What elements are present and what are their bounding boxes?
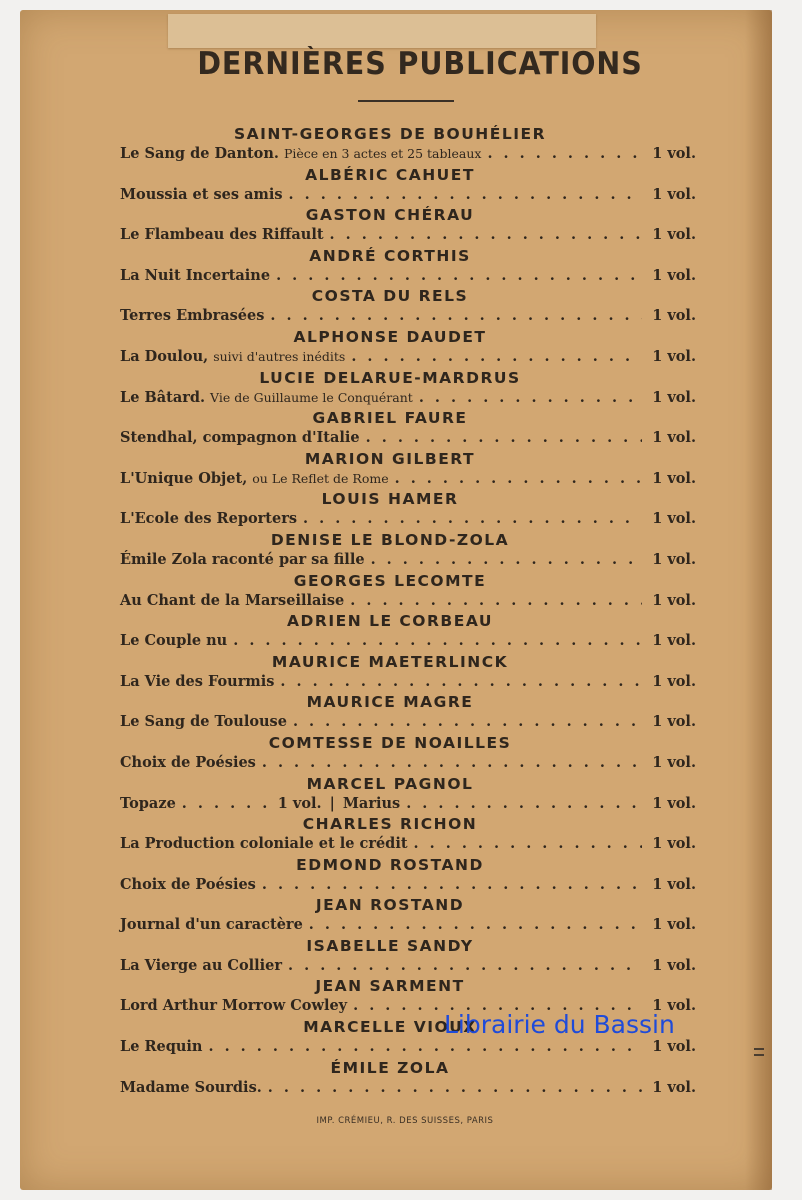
dot-leader xyxy=(419,388,642,408)
title-line xyxy=(120,712,700,732)
torn-paper-flap xyxy=(168,14,596,48)
work-title: Émile Zola raconté par sa fille xyxy=(120,550,365,568)
publication-entry xyxy=(120,611,700,652)
dot-leader xyxy=(288,956,642,976)
title-line xyxy=(120,469,700,489)
publication-entry xyxy=(120,327,700,368)
author-name: COSTA DU RELS xyxy=(311,287,469,306)
dot-leader xyxy=(293,712,642,732)
volume-count: 1 vol. xyxy=(652,997,696,1015)
author-name: LUCIE DELARUE-MARDRUS xyxy=(259,368,521,387)
publication-entry xyxy=(120,571,700,612)
work-title: Topaze xyxy=(120,794,176,812)
dot-leader xyxy=(233,631,642,651)
work-subtitle: Vie de Guillaume le Conquérant xyxy=(210,389,413,405)
dot-leader xyxy=(395,469,642,489)
volume-count: 1 vol. xyxy=(652,1038,696,1056)
author-name: MARCELLE VIOUX xyxy=(303,1018,477,1037)
volume-count: 1 vol. xyxy=(652,469,696,487)
volume-count: 1 vol. xyxy=(652,266,696,284)
dot-leader xyxy=(208,1037,642,1057)
work-title: Madame Sourdis. xyxy=(120,1078,262,1096)
work-title: Choix de Poésies xyxy=(120,753,256,771)
publication-entry xyxy=(120,855,700,896)
volume-count: 1 vol. xyxy=(652,875,696,893)
volume-count: 1 vol. xyxy=(652,753,696,771)
title-line xyxy=(120,794,700,814)
publication-list xyxy=(120,124,700,1098)
publication-entry xyxy=(120,652,700,693)
work-title: Au Chant de la Marseillaise xyxy=(120,591,345,609)
publication-entry xyxy=(120,205,700,246)
publication-entry xyxy=(120,733,700,774)
separator: | xyxy=(329,794,335,812)
author-name: LOUIS HAMER xyxy=(321,490,459,509)
work-title: Le Bâtard. xyxy=(120,388,206,406)
dot-leader xyxy=(270,306,642,326)
dot-leader xyxy=(182,794,272,814)
work-title: Le Sang de Danton. xyxy=(120,145,279,162)
publication-entry xyxy=(120,814,700,855)
dot-leader xyxy=(414,834,642,854)
title-line xyxy=(120,347,700,367)
dot-leader xyxy=(280,672,642,692)
publication-entry xyxy=(120,1058,700,1099)
dot-leader xyxy=(262,753,642,773)
publication-entry xyxy=(120,408,700,449)
page-title: DERNIÈRES PUBLICATIONS xyxy=(197,46,643,82)
volume-count: 1 vol. xyxy=(652,794,696,812)
author-name: ADRIEN LE CORBEAU xyxy=(287,612,493,631)
author-name: COMTESSE DE NOAILLES xyxy=(268,733,512,752)
author-name: MAURICE MAETERLINCK xyxy=(271,652,509,671)
volume-count: 1 vol. xyxy=(652,510,696,528)
work-title: Le Flambeau des Riffault xyxy=(120,226,324,244)
work-title: Choix de Poésies xyxy=(120,875,256,893)
author-name: DENISE LE BLOND-ZOLA xyxy=(270,530,510,549)
title-line xyxy=(120,915,700,935)
volume-count: 1 vol. xyxy=(652,835,696,853)
dot-leader xyxy=(330,225,642,245)
dot-leader xyxy=(276,266,642,286)
work-title: L'Ecole des Reporters xyxy=(120,510,297,528)
volume-count: 1 vol. xyxy=(652,916,696,934)
dot-leader xyxy=(351,347,642,367)
author-name: MAURICE MAGRE xyxy=(306,693,474,712)
title-line xyxy=(120,834,700,854)
publication-entry xyxy=(120,489,700,530)
title-line xyxy=(120,550,700,570)
work-title: Lord Arthur Morrow Cowley xyxy=(120,997,348,1015)
author-name: GEORGES LECOMTE xyxy=(293,571,487,590)
volume-count: 1 vol. xyxy=(652,429,696,447)
work-title: La Production coloniale et le crédit xyxy=(120,835,408,853)
dot-leader xyxy=(366,428,642,448)
dot-leader xyxy=(371,550,642,570)
work-title: La Nuit Incertaine xyxy=(120,266,271,284)
work-title: Le Sang de Toulouse xyxy=(120,713,287,731)
publication-entry xyxy=(120,246,700,287)
publication-entry xyxy=(120,368,700,409)
title-line xyxy=(120,144,700,164)
volume-count: 1 vol. xyxy=(652,388,696,406)
author-name: MARCEL PAGNOL xyxy=(306,774,474,793)
publication-entry xyxy=(120,895,700,936)
title-line xyxy=(120,266,700,286)
publication-entry xyxy=(120,774,700,815)
edge-mark xyxy=(754,1048,764,1050)
author-name: JEAN SARMENT xyxy=(315,977,465,996)
author-name: EDMOND ROSTAND xyxy=(296,855,484,874)
work-title: La Doulou, xyxy=(120,347,209,365)
author-name: CHARLES RICHON xyxy=(302,815,478,834)
publication-entry xyxy=(120,936,700,977)
title-line xyxy=(120,225,700,245)
author-name: ALPHONSE DAUDET xyxy=(293,327,487,346)
dot-leader xyxy=(289,185,642,205)
title-line xyxy=(120,956,700,976)
spine-edge xyxy=(745,10,772,1190)
title-line xyxy=(120,672,700,692)
author-name: JEAN ROSTAND xyxy=(315,896,465,915)
title-line xyxy=(120,509,700,529)
author-name: ÉMILE ZOLA xyxy=(330,1058,450,1077)
publication-entry xyxy=(120,165,700,206)
volume-count: 1 vol. xyxy=(652,591,696,609)
publication-entry xyxy=(120,692,700,733)
seller-watermark: Librairie du Bassin xyxy=(444,1010,675,1039)
publication-entry xyxy=(120,530,700,571)
title-line xyxy=(120,631,700,651)
work-title: Moussia et ses amis xyxy=(120,185,283,203)
volume-count: 1 vol. xyxy=(652,347,696,365)
author-name: ANDRÉ CORTHIS xyxy=(309,246,471,265)
publication-entry xyxy=(120,124,700,165)
volume-count: 1 vol. xyxy=(652,672,696,690)
title-line xyxy=(120,875,700,895)
volume-count: 1 vol. xyxy=(652,632,696,650)
title-rule xyxy=(358,100,454,102)
volume-count: 1 vol. xyxy=(652,1078,696,1096)
author-name: GASTON CHÉRAU xyxy=(305,206,475,225)
work-subtitle: ou Le Reflet de Rome xyxy=(252,470,389,486)
volume-count: 1 vol. xyxy=(652,713,696,731)
author-name: MARION GILBERT xyxy=(304,449,476,468)
dot-leader xyxy=(303,509,642,529)
title-line xyxy=(120,1078,700,1098)
volume-count: 1 vol. xyxy=(652,307,696,325)
dot-leader xyxy=(406,794,642,814)
work-title: Stendhal, compagnon d'Italie xyxy=(120,429,360,447)
printer-imprint: IMP. CRÉMIEU, R. DES SUISSES, PARIS xyxy=(316,1116,494,1126)
work-title: Terres Embrasées xyxy=(120,307,265,325)
volume-count: 1 vol. xyxy=(277,794,322,812)
publication-entry xyxy=(120,449,700,490)
volume-count: 1 vol. xyxy=(652,185,696,203)
title-line xyxy=(120,306,700,326)
title-line xyxy=(120,591,700,611)
author-name: SAINT-GEORGES DE BOUHÉLIER xyxy=(233,125,547,143)
dot-leader xyxy=(262,875,642,895)
dot-leader xyxy=(309,915,642,935)
dot-leader xyxy=(350,591,642,611)
work-title: L'Unique Objet, xyxy=(120,469,248,487)
author-name: ISABELLE SANDY xyxy=(306,936,474,955)
title-line xyxy=(120,185,700,205)
work-subtitle: Pièce en 3 actes et 25 tableaux xyxy=(283,146,482,161)
work-title: La Vie des Fourmis xyxy=(120,672,275,690)
title-line xyxy=(120,1037,700,1057)
volume-count: 1 vol. xyxy=(652,226,696,244)
work-title: Le Requin xyxy=(120,1038,203,1056)
dot-leader xyxy=(487,144,642,164)
volume-count: 1 vol. xyxy=(652,550,696,568)
author-name: ALBÉRIC CAHUET xyxy=(305,165,475,184)
work-title: Marius xyxy=(342,794,401,812)
publication-entry xyxy=(120,286,700,327)
dot-leader xyxy=(268,1078,642,1098)
title-line xyxy=(120,388,700,408)
work-title: Le Couple nu xyxy=(120,632,228,650)
volume-count: 1 vol. xyxy=(652,956,696,974)
title-line xyxy=(120,428,700,448)
title-line xyxy=(120,753,700,773)
work-title: La Vierge au Collier xyxy=(120,956,283,974)
work-subtitle: suivi d'autres inédits xyxy=(213,348,346,364)
author-name: GABRIEL FAURE xyxy=(312,409,468,428)
volume-count: 1 vol. xyxy=(652,145,696,162)
work-title: Journal d'un caractère xyxy=(120,916,303,934)
